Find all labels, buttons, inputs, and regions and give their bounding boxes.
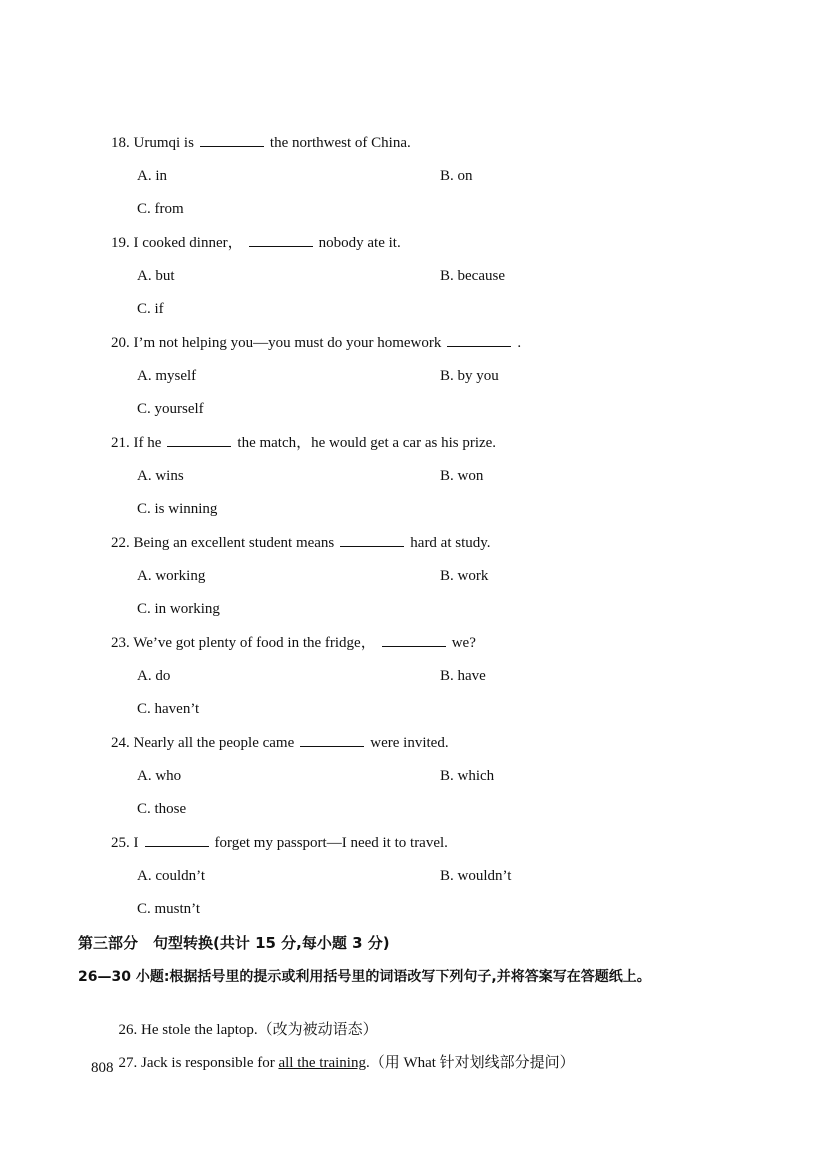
- question-number: 20.: [111, 335, 130, 351]
- question-number: 22.: [111, 535, 130, 551]
- option-c: C. if: [137, 301, 164, 317]
- question-number: 21.: [111, 435, 130, 451]
- question-text-before: I: [133, 835, 139, 851]
- answer-blank: [447, 333, 511, 347]
- answer-blank: [382, 633, 446, 647]
- question-19: [111, 233, 401, 253]
- option-b: B. which: [440, 768, 495, 784]
- question-27: [111, 1033, 575, 1073]
- answer-blank: [340, 533, 404, 547]
- page-number: 808: [91, 1060, 114, 1076]
- answer-blank: [145, 833, 209, 847]
- question-text-after: were invited.: [370, 735, 449, 751]
- question-text-before: If he: [133, 435, 162, 451]
- question-18: [111, 133, 411, 153]
- option-b: B. because: [440, 268, 505, 284]
- question-text-after: .（用 What 针对划线部分提问）: [365, 1055, 575, 1071]
- option-b: B. on: [440, 168, 473, 184]
- option-a: A. wins: [137, 468, 184, 484]
- question-text: He stole the laptop.（改为被动语态）: [141, 1022, 378, 1038]
- question-23: [111, 633, 476, 653]
- question-number: 24.: [111, 735, 130, 751]
- option-b: B. wouldn’t: [440, 868, 512, 884]
- section-3-title: 第三部分 句型转换(共计 15 分,每小题 3 分): [78, 934, 390, 952]
- question-22: [111, 533, 491, 553]
- question-25: [111, 833, 448, 853]
- question-text-before: Jack is responsible for: [141, 1055, 275, 1071]
- option-a: A. myself: [137, 368, 197, 384]
- question-24: [111, 733, 449, 753]
- question-text-before: We’ve got plenty of food in the fridge，: [133, 635, 376, 651]
- question-number: 19.: [111, 235, 130, 251]
- question-text-after: nobody ate it.: [318, 235, 401, 251]
- question-21: [111, 433, 496, 453]
- question-text-after: forget my passport—I need it to travel.: [214, 835, 448, 851]
- option-a: A. couldn’t: [137, 868, 206, 884]
- answer-blank: [200, 133, 264, 147]
- option-a: A. in: [137, 168, 167, 184]
- question-number: 26.: [118, 1022, 138, 1038]
- question-text-before: I’m not helping you—you must do your homework: [133, 335, 442, 351]
- answer-blank: [300, 733, 364, 747]
- option-a: A. working: [137, 568, 206, 584]
- option-c: C. mustn’t: [137, 901, 201, 917]
- option-c: C. is winning: [137, 501, 218, 517]
- question-text-before: Being an excellent student means: [133, 535, 335, 551]
- option-a: A. who: [137, 768, 182, 784]
- question-number: 18.: [111, 135, 130, 151]
- question-text-after: we?: [451, 635, 476, 651]
- option-c: C. in working: [137, 601, 220, 617]
- option-b: B. work: [440, 568, 489, 584]
- question-text-after: the match，he would get a car as his prize.: [237, 435, 497, 451]
- question-text-after: hard at study.: [410, 535, 491, 551]
- option-b: B. have: [440, 668, 486, 684]
- section-3-instruction: 26—30 小题:根据括号里的提示或利用括号里的词语改写下列句子,并将答案写在答题纸上。: [78, 969, 651, 985]
- option-c: C. those: [137, 801, 187, 817]
- question-text-before: Nearly all the people came: [133, 735, 295, 751]
- question-number: 23.: [111, 635, 130, 651]
- option-a: A. do: [137, 668, 171, 684]
- option-b: B. won: [440, 468, 484, 484]
- answer-blank: [167, 433, 231, 447]
- option-a: A. but: [137, 268, 175, 284]
- underlined-phrase: all the training: [278, 1055, 366, 1071]
- option-c: C. haven’t: [137, 701, 200, 717]
- option-c: C. yourself: [137, 401, 204, 417]
- question-text-after: .: [517, 335, 522, 351]
- question-text-after: the northwest of China.: [269, 135, 411, 151]
- answer-blank: [249, 233, 313, 247]
- question-text-before: Urumqi is: [133, 135, 194, 151]
- option-c: C. from: [137, 201, 184, 217]
- question-number: 25.: [111, 835, 130, 851]
- question-20: [111, 333, 521, 353]
- option-b: B. by you: [440, 368, 499, 384]
- question-number: 27.: [118, 1055, 138, 1071]
- question-text-before: I cooked dinner，: [133, 235, 243, 251]
